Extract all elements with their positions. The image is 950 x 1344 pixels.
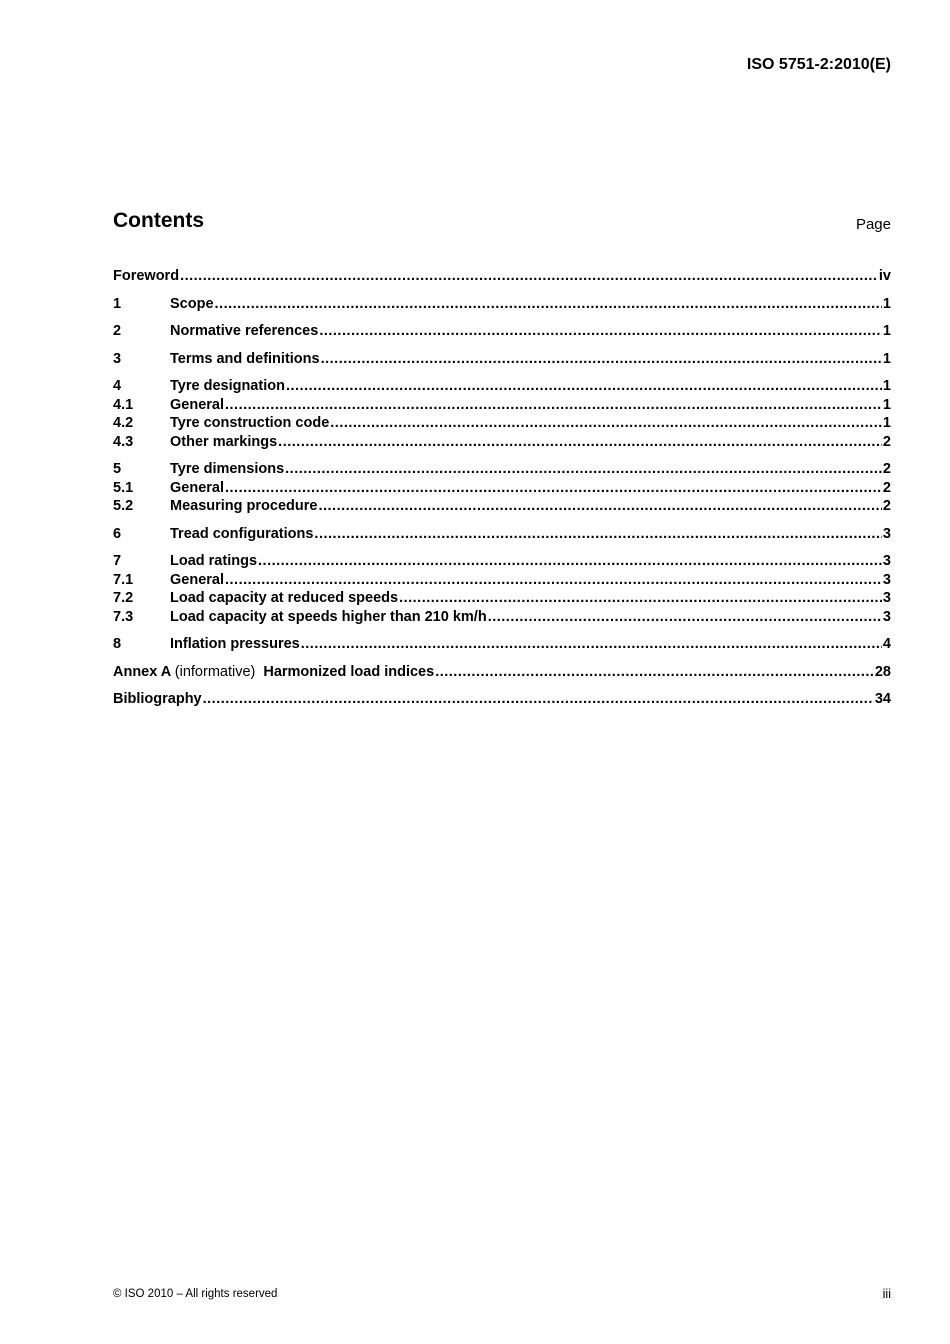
toc-entry-page: 1 bbox=[882, 350, 891, 367]
toc-dot-leader bbox=[225, 480, 882, 496]
toc-entry-page: 3 bbox=[882, 553, 891, 569]
toc-dot-leader bbox=[314, 526, 882, 542]
toc-entry-number: 4 bbox=[113, 378, 122, 394]
toc-entry-subtitle: Harmonized load indices bbox=[263, 663, 435, 680]
toc-entry-title-group bbox=[113, 691, 202, 707]
toc-entry-number: 1 bbox=[113, 295, 122, 312]
toc-dot-leader bbox=[286, 378, 882, 394]
toc-entry-number: 5.2 bbox=[113, 498, 134, 514]
toc-entry-number: 3 bbox=[113, 350, 122, 367]
toc-group bbox=[113, 323, 891, 342]
toc-entry-title: Other markings bbox=[170, 433, 278, 450]
toc-entry-page: 3 bbox=[882, 608, 891, 625]
toc-entry-title: Load capacity at reduced speeds bbox=[170, 590, 399, 606]
toc-dot-leader bbox=[225, 572, 882, 588]
toc-entry-title-group bbox=[113, 664, 434, 680]
toc-entry-number: 4.2 bbox=[113, 415, 134, 431]
toc-entry-title: Tyre designation bbox=[170, 378, 285, 394]
toc-entry-title: Normative references bbox=[170, 323, 319, 339]
toc-entry-number: 7.1 bbox=[113, 571, 134, 588]
toc-entry-title: General bbox=[170, 571, 224, 588]
toc-entry[interactable] bbox=[113, 434, 891, 453]
toc-entry[interactable] bbox=[113, 590, 891, 609]
toc-entry[interactable] bbox=[113, 609, 891, 628]
toc-entry-page: 1 bbox=[882, 378, 891, 394]
toc-dot-leader bbox=[203, 691, 874, 707]
toc-entry[interactable] bbox=[113, 268, 891, 287]
toc-dot-leader bbox=[330, 415, 882, 431]
toc-entry-title-group bbox=[170, 480, 224, 496]
toc-entry-page: iv bbox=[878, 268, 891, 284]
toc-entry-number: 5 bbox=[113, 461, 122, 477]
toc-dot-leader bbox=[435, 664, 874, 680]
toc-entry[interactable] bbox=[113, 415, 891, 434]
toc-entry-page: 1 bbox=[882, 323, 891, 339]
toc-entry-title-group bbox=[170, 397, 224, 413]
toc-entry[interactable] bbox=[113, 296, 891, 315]
toc-entry[interactable] bbox=[113, 378, 891, 397]
toc-entry[interactable] bbox=[113, 480, 891, 499]
toc-entry-number: 4.3 bbox=[113, 433, 134, 450]
toc-group bbox=[113, 526, 891, 545]
toc-entry-number: 5.1 bbox=[113, 479, 134, 496]
toc-entry-number: 7.2 bbox=[113, 590, 134, 606]
toc-entry-title-group bbox=[170, 415, 329, 431]
toc-entry-title-group bbox=[170, 526, 313, 542]
toc-entry-title-group bbox=[170, 553, 257, 569]
toc-entry-title: Load capacity at speeds higher than 210 km/h bbox=[170, 608, 487, 625]
toc-dot-leader bbox=[488, 609, 882, 625]
toc-entry[interactable] bbox=[113, 691, 891, 710]
toc-group bbox=[113, 268, 891, 287]
toc-group bbox=[113, 296, 891, 315]
toc-entry-title: Inflation pressures bbox=[170, 636, 300, 652]
toc-entry[interactable] bbox=[113, 397, 891, 416]
toc-entry-title: Measuring procedure bbox=[170, 498, 318, 514]
toc-entry[interactable] bbox=[113, 636, 891, 655]
toc-entry-page: 2 bbox=[882, 498, 891, 514]
toc-entry-number: 2 bbox=[113, 323, 122, 339]
toc-group bbox=[113, 378, 891, 452]
toc-entry-title: Terms and definitions bbox=[170, 350, 320, 367]
toc-entry-number: 7.3 bbox=[113, 608, 134, 625]
toc-dot-leader bbox=[318, 498, 881, 514]
page-number: iii bbox=[882, 1287, 891, 1301]
toc-entry[interactable] bbox=[113, 323, 891, 342]
toc-entry-title-group bbox=[170, 296, 214, 312]
toc-group bbox=[113, 691, 891, 710]
page-column-label: Page bbox=[855, 216, 891, 233]
toc-entry-title-group bbox=[170, 609, 487, 625]
toc-entry-number: 6 bbox=[113, 525, 122, 542]
toc-dot-leader bbox=[285, 461, 882, 477]
toc-entry-page: 3 bbox=[882, 590, 891, 606]
toc-entry-page: 28 bbox=[874, 663, 891, 680]
toc-entry-title-group bbox=[170, 323, 318, 339]
toc-entry-title: Bibliography bbox=[113, 691, 202, 707]
toc-entry-title: Tyre dimensions bbox=[170, 461, 285, 477]
toc-entry-title: Load ratings bbox=[170, 553, 258, 569]
toc-entry[interactable] bbox=[113, 461, 891, 480]
toc-entry[interactable] bbox=[113, 553, 891, 572]
toc-entry-title-group bbox=[170, 572, 224, 588]
toc-group bbox=[113, 461, 891, 517]
toc-group bbox=[113, 351, 891, 370]
toc-entry-page: 3 bbox=[882, 525, 891, 542]
toc-entry-page: 4 bbox=[882, 636, 891, 652]
toc-entry-title-group bbox=[113, 268, 179, 284]
toc-entry-title-group bbox=[170, 636, 300, 652]
toc-entry-page: 2 bbox=[882, 461, 891, 477]
toc-dot-leader bbox=[215, 296, 882, 312]
toc-entry-page: 3 bbox=[882, 571, 891, 588]
toc-entry-title: Tread configurations bbox=[170, 525, 314, 542]
contents-heading: Contents bbox=[113, 209, 204, 232]
toc-entry[interactable] bbox=[113, 572, 891, 591]
toc-dot-leader bbox=[278, 434, 882, 450]
toc-entry-title: Tyre construction code bbox=[170, 415, 330, 431]
toc-entry-number: 7 bbox=[113, 553, 122, 569]
document-id: ISO 5751-2:2010(E) bbox=[746, 56, 891, 73]
toc-entry-page: 1 bbox=[882, 396, 891, 413]
toc-dot-leader bbox=[319, 323, 882, 339]
toc-dot-leader bbox=[321, 351, 882, 367]
toc-entry-number: 4.1 bbox=[113, 396, 134, 413]
toc-entry-title-group bbox=[170, 434, 277, 450]
toc-entry[interactable] bbox=[113, 498, 891, 517]
toc-entry-title-group bbox=[170, 498, 317, 514]
toc-entry[interactable] bbox=[113, 526, 891, 545]
toc-entry-number: 8 bbox=[113, 636, 122, 652]
toc-dot-leader bbox=[399, 590, 882, 606]
toc-dot-leader bbox=[180, 268, 878, 284]
toc-entry-page: 1 bbox=[882, 415, 891, 431]
toc-entry-page: 1 bbox=[882, 295, 891, 312]
copyright-notice: © ISO 2010 – All rights reserved bbox=[113, 1288, 278, 1300]
toc-entry-title-group bbox=[170, 461, 284, 477]
toc-group bbox=[113, 553, 891, 627]
toc-entry-title: Annex A bbox=[113, 663, 171, 680]
toc-group bbox=[113, 664, 891, 683]
toc-entry-title-group bbox=[170, 590, 398, 606]
table-of-contents bbox=[113, 268, 891, 719]
toc-entry[interactable] bbox=[113, 664, 891, 683]
toc-entry-page: 34 bbox=[874, 691, 891, 707]
toc-group bbox=[113, 636, 891, 655]
toc-entry-title-group bbox=[170, 378, 285, 394]
toc-entry-title-group bbox=[170, 351, 320, 367]
toc-entry-page: 2 bbox=[882, 433, 891, 450]
toc-entry-note: (informative) bbox=[174, 663, 256, 680]
toc-entry-title: Scope bbox=[170, 295, 214, 312]
toc-entry-page: 2 bbox=[882, 479, 891, 496]
toc-dot-leader bbox=[225, 397, 882, 413]
toc-entry-title: General bbox=[170, 396, 224, 413]
toc-entry[interactable] bbox=[113, 351, 891, 370]
toc-dot-leader bbox=[301, 636, 882, 652]
toc-dot-leader bbox=[258, 553, 882, 569]
toc-entry-title: General bbox=[170, 479, 224, 496]
toc-entry-title: Foreword bbox=[113, 268, 180, 284]
